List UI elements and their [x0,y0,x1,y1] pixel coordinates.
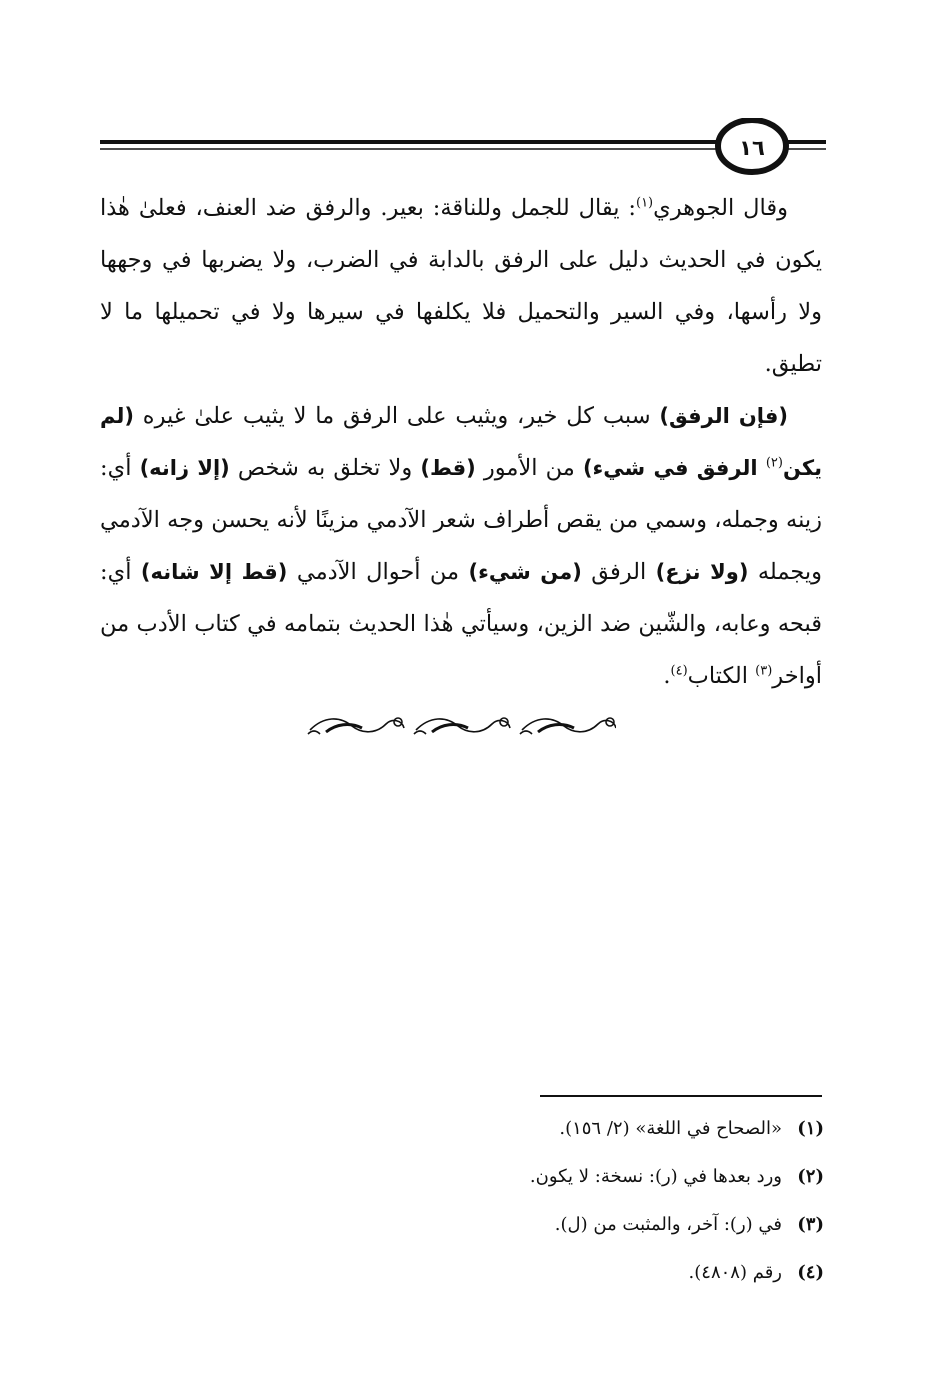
footnote-ref-2: (٢) [765,455,783,471]
main-text [100,182,822,702]
text-run: أي: قبحه وعابه، والشّين ضد الزين، وسيأتي هٰذا الحديث بتمامه في كتاب الأدب من أواخر [100,559,822,689]
footnote-text: رقم (٤٨٠٨). [688,1262,782,1283]
section-end-ornament [306,708,616,742]
text-run: الرفق [581,559,656,585]
footnote-3 [264,1201,824,1249]
paragraph-1 [100,182,822,390]
footnote-4 [264,1249,824,1297]
text-run: من أحوال الآدمي [287,559,469,585]
footnote-text: «الصحاح في اللغة» (٢/ ١٥٦). [559,1118,782,1139]
footnote-number: (١) [797,1118,824,1139]
hadith-quote: (إلا زانه) [139,456,230,480]
footnote-2 [264,1153,824,1201]
hadith-quote: (ولا نزع) [655,560,749,584]
footnote-text: ورد بعدها في (ر): نسخة: لا يكون. [529,1166,782,1187]
footnote-number: (٢) [797,1166,824,1187]
footnote-number: (٤) [797,1262,824,1283]
hadith-quote: (فإن الرفق) [659,404,788,428]
hadith-quote: الرفق في شيء) [582,456,766,480]
text-run: : يقال للجمل وللناقة: بعير. والرفق ضد العنف، فعلىٰ هٰذا يكون في الحديث دليل على الرفق بالدابة في الضرب، ولا يضربها في وجهها ولا رأسها، وفي السير والتحميل فلا يكلفها في سيرها ولا في تحميلها ما لا تطيق. [100,195,822,377]
footnote-ref-3: (٣) [755,663,773,679]
footnote-1 [264,1105,824,1153]
hadith-quote: (قط إلا شانه) [140,560,288,584]
page-number: ١٦ [739,136,765,160]
ornament-motif-1 [308,718,404,734]
footnote-text: في (ر): آخر، والمثبت من (ل). [554,1214,782,1235]
paragraph-2 [100,390,822,702]
hadith-quote: (قط) [420,456,476,480]
footnote-ref-1: (١) [635,195,654,211]
page-header [100,118,826,178]
text-run: أي: زينه وجمله، وسمي من يقص أطراف شعر الآدمي مزينًا لأنه يحسن وجه الآدمي ويجمله [100,455,822,585]
text-run: . [663,663,671,689]
ornament-motif-2 [414,718,510,734]
header-rule-ornament [100,118,826,178]
text-run: ولا تخلق به شخص [229,455,421,481]
footnote-separator [540,1095,822,1097]
footnote-ref-4: (٤) [670,663,688,679]
hadith-quote: (من شيء) [468,560,582,584]
text-run: وقال الجوهري [653,195,788,221]
text-run: من الأمور [475,455,583,481]
ornament-motif-3 [520,718,616,734]
footnote-number: (٣) [797,1214,824,1235]
text-run: سبب كل خير، ويثيب على الرفق ما لا يثيب علىٰ غيره [133,403,660,429]
hadith-quote: (لم يكن [100,404,822,480]
text-run: الكتاب [687,663,756,689]
footnotes [264,1105,824,1297]
